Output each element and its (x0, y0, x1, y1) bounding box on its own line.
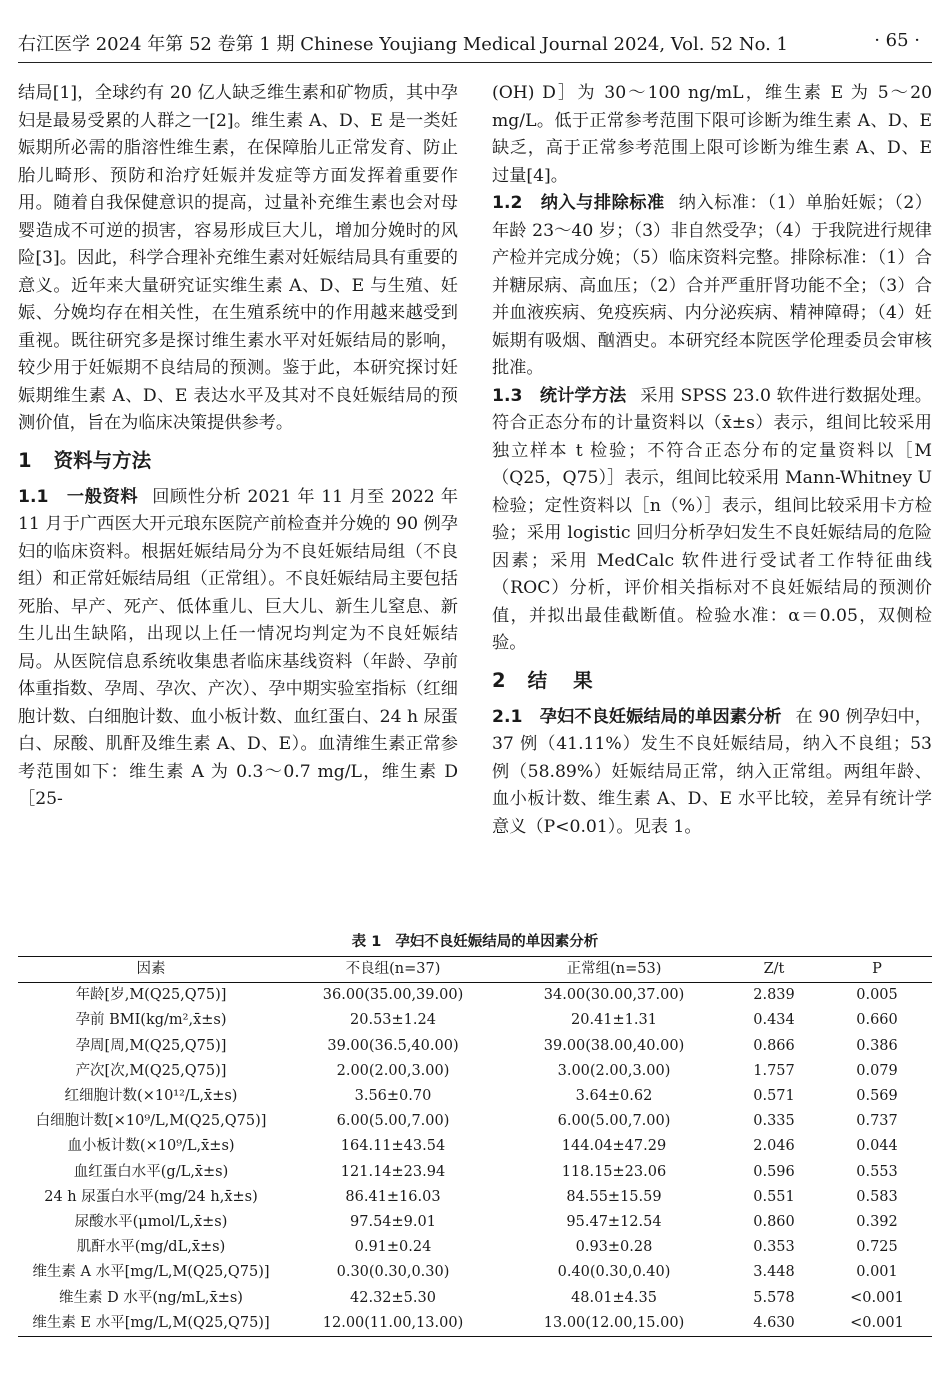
table-cell: 孕前 BMI(kg/m²,x̄±s) (75, 1012, 227, 1029)
table-cell: 0.005 (856, 987, 898, 1004)
table-cell: 144.04±47.29 (561, 1138, 667, 1155)
intro-paragraph: 结局[1]，全球约有 20 亿人缺乏维生素和矿物质，其中孕妇是最易受累的人群之一[2]。维生素 A、D、E 是一类妊娠期所必需的脂溶性维生素，在保障胎儿正常发育、防止胎儿畸形、预防和治疗妊娠并发症等方面发挥着重要作用。随着自我保健意识的提高，过量补充维生素也会对母婴造成不可逆的损害，容易形成巨大儿，增加分娩时的风险[3]。因此，科学合理补充维生素对妊娠结局具有重要的意义。近年来大量研究证实维生素 A、D、E 与生殖、妊娠、分娩均存在相关性，在生殖系统中的作用越来越受到重视。既往研究多是探讨维生素水平对妊娠结局的影响，较少用于妊娠期不良结局的预测。鉴于此，本研究探讨妊娠期维生素 A、D、E 表达水平及其对不良妊娠结局的预测价值，旨在为临床决策提供参考。 (18, 83, 458, 433)
section-1-2-heading: 1.2 纳入与排除标准 (492, 193, 665, 213)
table-cell: 维生素 D 水平(ng/mL,x̄±s) (59, 1289, 243, 1306)
running-header (18, 24, 932, 63)
table-cell: 0.91±0.24 (354, 1239, 432, 1256)
table-label: 表 1 (351, 934, 382, 950)
table-row (18, 1286, 932, 1311)
table-cell: 肌酐水平(mg/dL,x̄±s) (76, 1239, 226, 1256)
table-cell: 0.596 (753, 1163, 795, 1180)
table-cell: 血小板计数(×10⁹/L,x̄±s) (67, 1138, 235, 1155)
table-header-row (18, 957, 932, 983)
table-cell: 3.00(2.00,3.00) (557, 1062, 671, 1079)
table-body (18, 983, 932, 1337)
table-cell: 4.630 (753, 1314, 795, 1331)
column-header: 不良组(n=37) (345, 961, 441, 977)
table-cell: 0.571 (753, 1088, 795, 1105)
table-row (18, 1008, 932, 1033)
table-cell: 13.00(12.00,15.00) (543, 1314, 685, 1331)
column-header: 正常组(n=53) (566, 961, 662, 977)
table-cell: 0.737 (856, 1113, 898, 1130)
table-cell: 血红蛋白水平(g/L,x̄±s) (73, 1163, 229, 1180)
continuation-paragraph: (OH) D］为 30～100 ng/mL，维生素 E 为 5～20 mg/L。低于正常参考范围下限可诊断为维生素 A、D、E 缺乏，高于正常参考范围上限可诊断为维生素 A、D、E 过量[4]。 (492, 83, 932, 186)
section-1-title: 资料与方法 (53, 448, 152, 472)
table-row (18, 1109, 932, 1134)
table-row (18, 1059, 932, 1084)
section-1-1-heading: 1.1 一般资料 (18, 486, 139, 507)
table-cell: 维生素 E 水平[mg/L,M(Q25,Q75)] (32, 1314, 270, 1331)
table-row (18, 1134, 932, 1159)
right-column (492, 80, 932, 841)
table-cell: 6.00(5.00,7.00) (557, 1113, 671, 1130)
table-cell: 6.00(5.00,7.00) (336, 1113, 450, 1130)
section-1-heading (18, 446, 458, 476)
column-header: P (872, 961, 882, 977)
table-cell: 维生素 A 水平[mg/L,M(Q25,Q75)] (32, 1264, 270, 1281)
table-row (18, 1260, 932, 1285)
table-cell: 164.11±43.54 (340, 1138, 446, 1155)
table-cell: 42.32±5.30 (350, 1289, 436, 1306)
table-cell: 84.55±15.59 (566, 1188, 662, 1205)
table-cell: 红细胞计数(×10¹²/L,x̄±s) (64, 1088, 238, 1105)
table-cell: 孕周[周,M(Q25,Q75)] (75, 1037, 227, 1054)
table-cell: 86.41±16.03 (345, 1188, 441, 1205)
table-cell: 0.866 (753, 1037, 795, 1054)
table-cell: 0.386 (856, 1037, 898, 1054)
table-cell: <0.001 (850, 1314, 904, 1331)
table-cell: 1.757 (753, 1062, 795, 1079)
table-title: 孕妇不良妊娠结局的单因素分析 (395, 934, 599, 950)
journal-citation: 右江医学 2024 年第 52 卷第 1 期 Chinese Youjiang Medical Journal 2024, Vol. 52 No. 1 (18, 34, 788, 55)
table-cell: 0.569 (856, 1088, 898, 1105)
table-cell: 2.00(2.00,3.00) (336, 1062, 450, 1079)
table-cell: 97.54±9.01 (350, 1214, 436, 1231)
table-row (18, 1311, 932, 1337)
table-cell: 0.660 (856, 1012, 898, 1029)
table-cell: 0.725 (856, 1239, 898, 1256)
table-cell: 24 h 尿蛋白水平(mg/24 h,x̄±s) (44, 1188, 258, 1205)
table-cell: 3.56±0.70 (354, 1088, 432, 1105)
table-cell: 39.00(38.00,40.00) (543, 1037, 685, 1054)
table-cell: 0.30(0.30,0.30) (336, 1264, 450, 1281)
table-cell: 0.434 (753, 1012, 795, 1029)
table-cell: 5.578 (753, 1289, 795, 1306)
table-cell: 118.15±23.06 (561, 1163, 667, 1180)
section-1-2-paragraph (492, 190, 932, 383)
section-2-heading (492, 666, 932, 696)
table-cell: 0.392 (856, 1214, 898, 1231)
section-2-number: 2 (492, 668, 506, 692)
section-1-1-paragraph (18, 484, 458, 814)
table-cell: 121.14±23.94 (340, 1163, 446, 1180)
table-cell: 3.448 (753, 1264, 795, 1281)
table-cell: 2.046 (753, 1138, 795, 1155)
section-2-1-text: 在 90 例孕妇中，37 例（41.11%）发生不良妊娠结局，纳入不良组；53 例（58.89%）妊娠结局正常，纳入正常组。两组年龄、血小板计数、维生素 A、D、E 水平比较，差异有统计学意义（P<0.01）。见表 1。 (492, 706, 932, 837)
table-cell: 34.00(30.00,37.00) (543, 987, 685, 1004)
table-cell: 0.551 (753, 1188, 795, 1205)
table-cell: 0.044 (856, 1138, 898, 1155)
table-cell: 白细胞计数[×10⁹/L,M(Q25,Q75)] (35, 1113, 267, 1130)
table-cell: 0.079 (856, 1062, 898, 1079)
column-header: Z/t (763, 961, 785, 977)
table-cell: 39.00(36.5,40.00) (327, 1037, 459, 1054)
table-row (18, 1084, 932, 1109)
table-cell: 36.00(35.00,39.00) (322, 987, 464, 1004)
section-1-3-text: 采用 SPSS 23.0 软件进行数据处理。符合正态分布的计量资料以（x̄±s）表示，组间比较采用独立样本 t 检验；不符合正态分布的定量资料以［M（Q25，Q75）］表示，组间比较采用 Mann-Whitney U 检验；定性资料以［n（%）］表示，组间比较采用卡方检验；采用 logistic 回归分析孕妇发生不良妊娠结局的危险因素；采用 MedCalc 软件进行受试者工作特征曲线（ROC）分析，评价相关指标对不良妊娠结局的预测价值，并拟出最佳截断值。检验水准：α＝0.05，双侧检验。 (492, 385, 932, 653)
table-cell: 48.01±4.35 (571, 1289, 657, 1306)
table-caption (0, 930, 950, 951)
table-cell: 95.47±12.54 (566, 1214, 662, 1231)
table-cell: 0.860 (753, 1214, 795, 1231)
section-1-3-heading: 1.3 统计学方法 (492, 385, 627, 406)
table-1 (18, 956, 932, 1337)
table-row (18, 1034, 932, 1059)
section-2-1-paragraph (492, 704, 932, 842)
page-number: · 65 · (874, 30, 920, 51)
table-cell: 3.64±0.62 (575, 1088, 653, 1105)
section-1-number: 1 (18, 448, 32, 472)
table-cell: 12.00(11.00,13.00) (322, 1314, 464, 1331)
table-cell: 0.93±0.28 (575, 1239, 653, 1256)
table-row (18, 1160, 932, 1185)
table-cell: 0.40(0.30,0.40) (557, 1264, 671, 1281)
section-1-3-paragraph (492, 383, 932, 658)
table-cell: <0.001 (850, 1289, 904, 1306)
section-2-1-heading: 2.1 孕妇不良妊娠结局的单因素分析 (492, 706, 782, 727)
table-cell: 20.41±1.31 (571, 1012, 657, 1029)
column-header: 因素 (136, 961, 166, 977)
left-column (18, 80, 458, 814)
table-cell: 0.335 (753, 1113, 795, 1130)
table-cell: 产次[次,M(Q25,Q75)] (75, 1062, 227, 1079)
table-row (18, 1235, 932, 1260)
section-1-2-text: 纳入标准：（1）单胎妊娠；（2）年龄 23～40 岁；（3）非自然受孕；（4）于我院进行规律产检并完成分娩；（5）临床资料完整。排除标准：（1）合并糖尿病、高血压；（2）合并严重肝肾功能不全；（3）合并血液疾病、免疫疾病、内分泌疾病、精神障碍；（4）妊娠期有吸烟、酗酒史。本研究经本院医学伦理委员会审核批准。 (492, 193, 932, 378)
table-row (18, 1185, 932, 1210)
section-1-1-text: 回顾性分析 2021 年 11 月至 2022 年 11 月于广西医大开元琅东医院产前检查并分娩的 90 例孕妇的临床资料。根据妊娠结局分为不良妊娠结局组（不良组）和正常妊娠结局组（正常组）。不良妊娠结局主要包括死胎、早产、死产、低体重儿、巨大儿、新生儿窒息、新生儿出生缺陷，出现以上任一情况均判定为不良妊娠结局。从医院信息系统收集患者临床基线资料（年龄、孕前体重指数、孕周、孕次、产次）、孕中期实验室指标（红细胞计数、白细胞计数、血小板计数、血红蛋白、24 h 尿蛋白、尿酸、肌酐及维生素 A、D、E）。血清维生素正常参考范围如下：维生素 A 为 0.3～0.7 mg/L，维生素 D［25- (18, 486, 459, 809)
section-2-title: 结果 (527, 668, 619, 692)
table-cell: 20.53±1.24 (350, 1012, 436, 1029)
table-row (18, 1210, 932, 1235)
table-cell: 0.001 (856, 1264, 898, 1281)
table-cell: 年龄[岁,M(Q25,Q75)] (75, 987, 227, 1004)
table-cell: 0.353 (753, 1239, 795, 1256)
table-row (18, 983, 932, 1009)
table-cell: 0.583 (856, 1188, 898, 1205)
table-cell: 0.553 (856, 1163, 898, 1180)
table-cell: 2.839 (753, 987, 795, 1004)
table-cell: 尿酸水平(μmol/L,x̄±s) (74, 1214, 228, 1231)
